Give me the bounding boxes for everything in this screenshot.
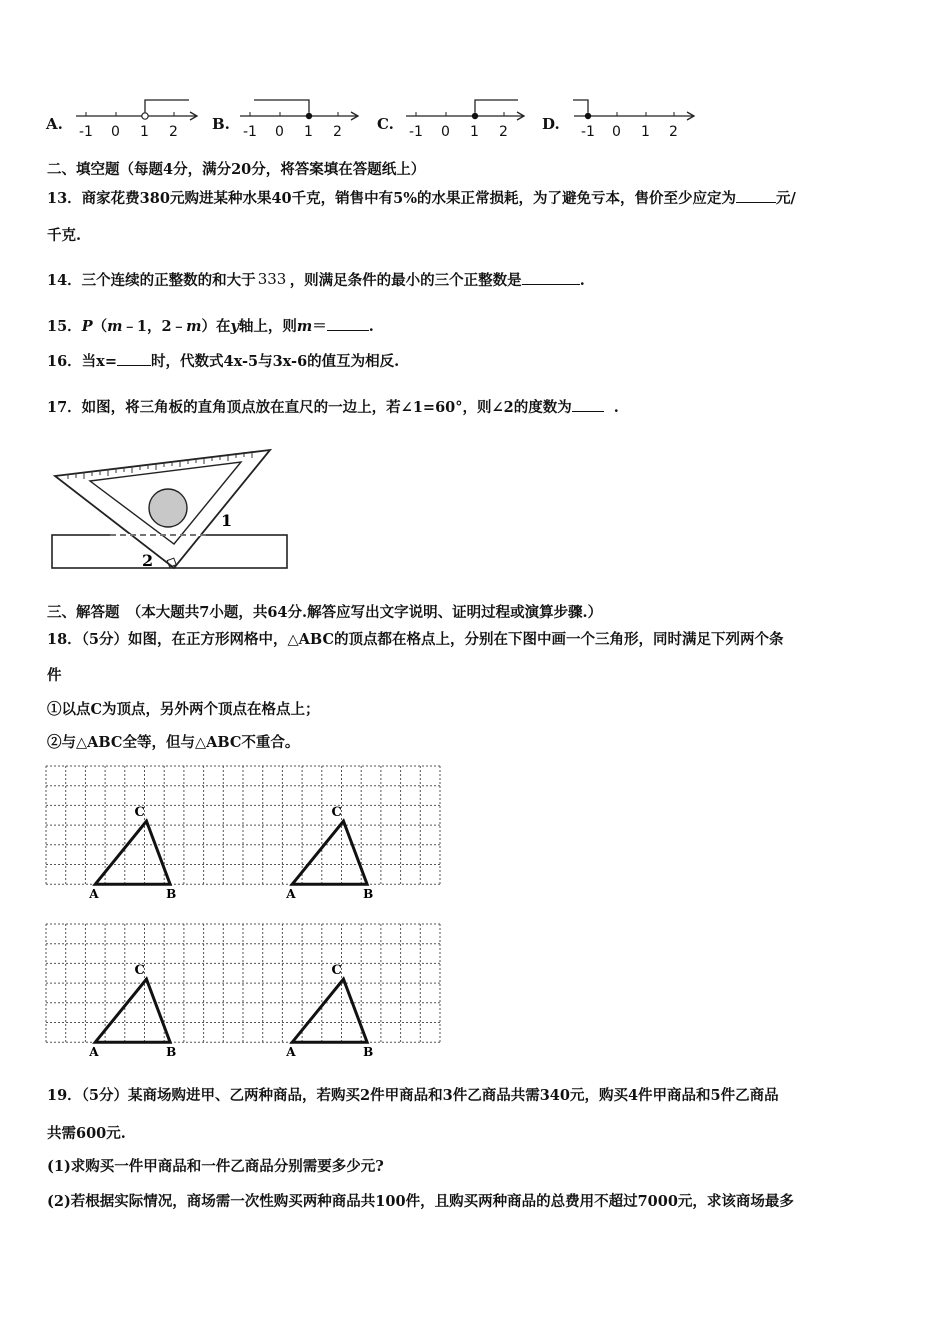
q13-answer-blank[interactable] [736, 188, 776, 203]
q15-text: 轴上，则 [238, 318, 297, 335]
q13-text: 13．商家花费380元购进某种水果40千克，销售中有5%的水果正常损耗，为了避免亏本，售价至少应定为 [47, 190, 736, 207]
tick-label: 0 [275, 124, 284, 140]
triangle-abc [292, 821, 367, 884]
tick-label: 1 [304, 124, 313, 140]
number-line-c [402, 96, 532, 140]
tick-label: -1 [581, 124, 595, 140]
q15 [47, 316, 374, 337]
q15-m: m [186, 318, 202, 335]
option-b-label: B. [212, 115, 230, 133]
tick-label: 0 [111, 124, 120, 140]
tick-label: 0 [441, 124, 450, 140]
q18-cond1: ①以点C为顶点，另外两个顶点在格点上； [47, 701, 320, 718]
q15-number: 15． [47, 318, 82, 335]
q19-part2: (2)若根据实际情况，商场需一次性购买两种商品共100件，且购买两种商品的总费用不超过7000元，求该商场最多 [47, 1193, 794, 1210]
q15-m: m [107, 318, 123, 335]
q15-answer-blank[interactable] [327, 316, 369, 331]
vertex-c-label: C [331, 805, 342, 821]
q16 [47, 351, 399, 372]
q17 [47, 397, 619, 418]
q18-cond2: ②与△ABC全等，但与△ABC不重合。 [47, 734, 300, 751]
set-square-hole [149, 489, 187, 527]
q14-sup: 333 [257, 270, 287, 288]
q18-line2: 件 [47, 667, 62, 684]
option-d-label: D. [542, 115, 560, 133]
angle-1-label: 1 [221, 511, 233, 530]
vertex-c-label: C [331, 963, 342, 979]
tick-label: 2 [169, 124, 178, 140]
q14-answer-blank[interactable] [522, 270, 580, 285]
vertex-a-label: A [286, 1045, 296, 1060]
q18-line1: 18．（5分）如图，在正方形网格中，△ABC的顶点都在格点上，分别在下图中画一个三角形，同时满足下列两个条 [47, 631, 784, 648]
q14-end: . [579, 272, 585, 289]
tick-label: 2 [499, 124, 508, 140]
vertex-b-label: B [166, 887, 177, 902]
triangle-abc [292, 979, 367, 1042]
vertex-b-label: B [363, 1045, 374, 1060]
tick-label: 1 [140, 124, 149, 140]
q15-p: P [81, 318, 93, 335]
q15-text: ＝ [312, 318, 327, 335]
vertex-c-label: C [134, 805, 145, 821]
triangle-abc [95, 821, 170, 884]
number-line-a [72, 96, 202, 140]
q16-after: 时，代数式4x-5与3x-6的值互为相反. [150, 353, 400, 370]
q15-text: ）在 [201, 318, 231, 335]
vertex-c-label: C [134, 963, 145, 979]
q17-end: . [613, 399, 619, 416]
tick-label: 1 [641, 124, 650, 140]
q14-after: ，则满足条件的最小的三个正整数是 [289, 272, 522, 289]
q16-before: 16．当x= [47, 353, 117, 370]
tick-label: 2 [333, 124, 342, 140]
q15-y: y [230, 318, 239, 335]
tick-label: 2 [669, 124, 678, 140]
vertex-a-label: A [89, 1045, 99, 1060]
tick-label: -1 [409, 124, 423, 140]
q16-answer-blank[interactable] [117, 351, 151, 366]
q15-m: m [296, 318, 313, 335]
section2-heading: 二、填空题（每题4分，满分20分，将答案填在答题纸上） [47, 161, 426, 178]
q13-line1 [47, 188, 796, 209]
tick-label: 0 [612, 124, 621, 140]
vertex-b-label: B [166, 1045, 177, 1060]
triangle-abc [95, 979, 170, 1042]
q17-answer-blank[interactable] [572, 397, 604, 412]
q19-line2: 共需600元. [47, 1125, 126, 1142]
q15-text: ﹣1，2﹣ [122, 318, 187, 335]
q17-before: 17．如图，将三角板的直角顶点放在直尺的一边上，若∠1=60°，则∠2的度数为 [47, 399, 572, 416]
q14 [47, 270, 585, 291]
q17-figure [46, 444, 296, 576]
tick-label: 1 [470, 124, 479, 140]
q13-unit-a: 元/ [776, 190, 796, 207]
q19-line1: 19．（5分）某商场购进甲、乙两种商品，若购买2件甲商品和3件乙商品共需340元，购买4件甲商品和5件乙商品 [47, 1087, 779, 1104]
vertex-b-label: B [363, 887, 374, 902]
number-line-d [570, 96, 700, 140]
section3-heading: 三、解答题 （本大题共7小题，共64分.解答应写出文字说明、证明过程或演算步骤.） [47, 604, 603, 621]
vertex-a-label: A [89, 887, 99, 902]
grid-bottom [44, 922, 446, 1068]
vertex-a-label: A [286, 887, 296, 902]
angle-2-label: 2 [142, 551, 154, 570]
tick-label: -1 [243, 124, 257, 140]
tick-label: -1 [79, 124, 93, 140]
q14-before: 14．三个连续的正整数的和大于 [47, 272, 256, 289]
grid-top [44, 764, 446, 910]
number-line-b [236, 96, 366, 140]
option-c-label: C. [377, 115, 394, 133]
option-a-label: A. [46, 115, 63, 133]
q15-text: （ [92, 318, 108, 335]
q19-part1: (1)求购买一件甲商品和一件乙商品分别需要多少元? [47, 1158, 384, 1175]
q13-unit-b: 千克. [47, 227, 82, 244]
q15-end: . [368, 318, 374, 335]
